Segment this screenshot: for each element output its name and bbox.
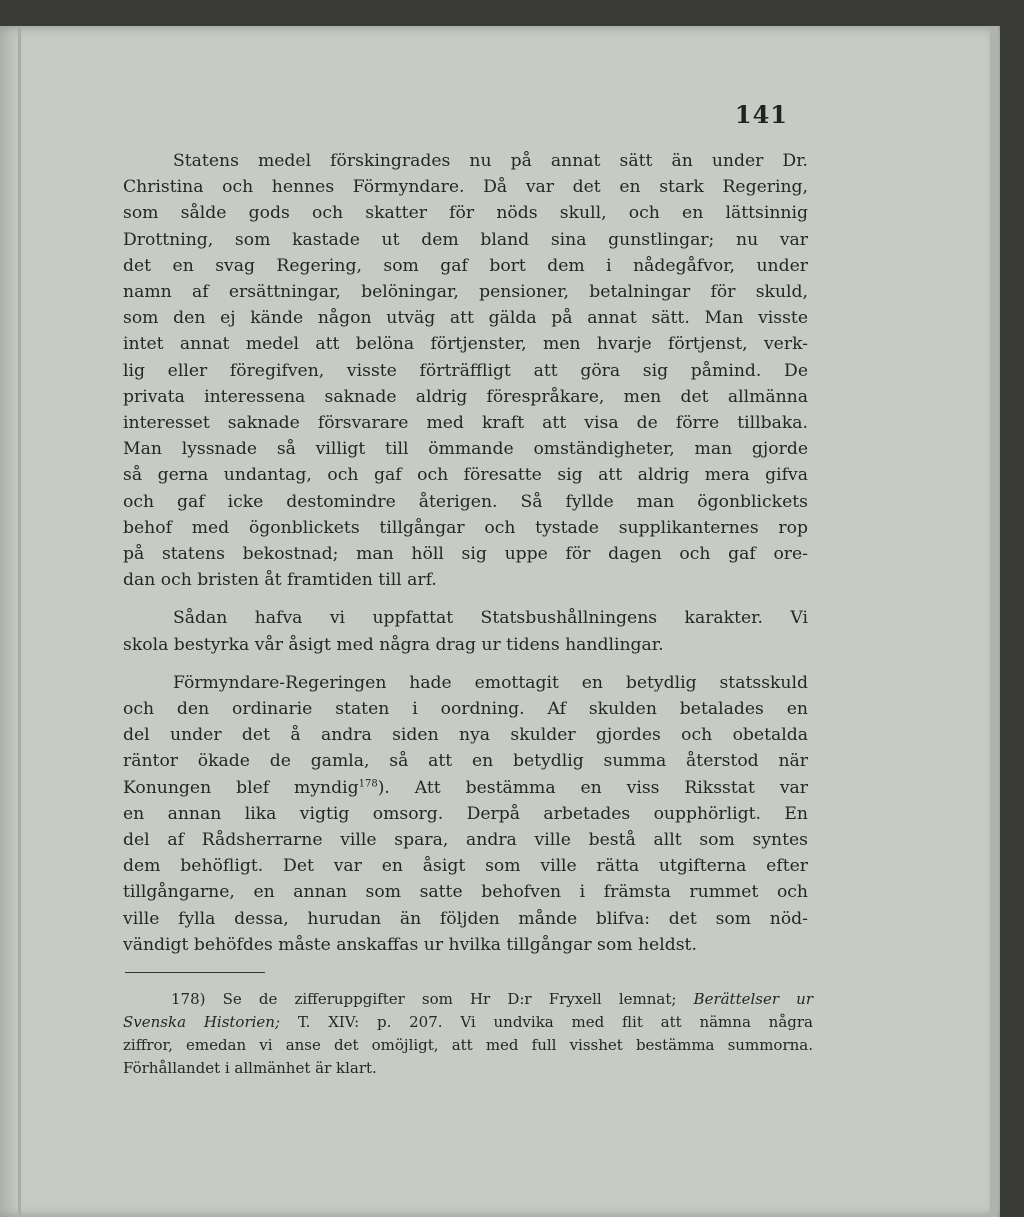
footnote-separator (125, 972, 265, 973)
text-line: del af Rådsherrarne ville spara, andra ville bestå allt som syntes (123, 830, 808, 851)
text-fragment: Konungen blef myndig (123, 777, 359, 798)
footnote-line (123, 988, 813, 1011)
text-line: privata interessena saknade aldrig förespråkare, men det allmänna (123, 386, 808, 407)
text-line: som sålde gods och skatter för nöds skull, och en lättsinnig (123, 203, 808, 224)
main-text (123, 148, 808, 958)
text-line: och den ordinarie staten i oordning. Af skulden betalades en (123, 699, 808, 720)
text-line: det en svag Regering, som gaf bort dem i nådegåfvor, under (123, 255, 808, 276)
text-line (123, 775, 808, 801)
text-line: vändigt behöfdes måste anskaffas ur hvilka tillgångar som heldst. (123, 934, 697, 955)
footnote-text: 178) Se de zifferuppgifter som Hr D:r Fryxell lemnat; (171, 990, 677, 1008)
footnote-line: ziffror, emedan vi anse det omöjligt, att med full visshet bestämma summorna. (123, 1036, 813, 1054)
text-line: Drottning, som kastade ut dem bland sina gunstlingar; nu var (123, 229, 808, 250)
text-line: Christina och hennes Förmyndare. Då var det en stark Regering, (123, 177, 808, 198)
footnote-line: Förhållandet i allmänhet är klart. (123, 1059, 377, 1077)
text-line: skola bestyrka vår åsigt med några drag ur tidens handlingar. (123, 634, 664, 655)
footnote-text: T. XIV: p. 207. Vi undvika med flit att nämna några (297, 1013, 814, 1031)
text-line: Förmyndare-Regeringen hade emottagit en betydlig statsskuld (173, 672, 808, 693)
text-line: och gaf icke destomindre återigen. Så fyllde man ögonblickets (123, 491, 808, 512)
text-line: tillgångarne, en annan som satte behofven i främsta rummet och (123, 882, 808, 903)
paragraph-3 (123, 670, 808, 958)
text-line: interesset saknade försvarare med kraft att visa de förre tillbaka. (123, 413, 808, 434)
text-line: Man lyssnade så villigt till ömmande omständigheter, man gjorde (123, 439, 808, 460)
text-line: räntor ökade de gamla, så att en betydlig summa återstod när (123, 751, 808, 772)
text-line: behof med ögonblickets tillgångar och tystade supplikanternes rop (123, 517, 808, 538)
text-line: så gerna undantag, och gaf och föresatte sig att aldrig mera gifva (123, 465, 808, 486)
binding-edge (18, 26, 21, 1217)
text-line: Statens medel förskingrades nu på annat sätt än under Dr. (173, 151, 808, 171)
footnote-line (123, 1011, 813, 1034)
text-line: del under det å andra siden nya skulder gjordes och obetalda (123, 725, 808, 746)
text-fragment: ). Att bestämma en viss Riksstat var (377, 777, 808, 798)
page-number: 141 (734, 100, 788, 129)
text-line: dan och bristen åt framtiden till arf. (123, 570, 437, 591)
text-line: Sådan hafva vi uppfattat Statsbushållningens karakter. Vi (173, 608, 808, 629)
text-line: lig eller föregifven, visste förträffligt att göra sig påmind. De (123, 360, 808, 381)
paragraph-2 (123, 605, 808, 657)
page-edge (990, 26, 998, 1217)
footnote-title: Berättelser ur (693, 990, 813, 1008)
text-line: på statens bekostnad; man höll sig uppe för dagen och gaf ore- (123, 544, 808, 565)
text-line: dem behöfligt. Det var en åsigt som ville rätta utgifterna efter (123, 856, 808, 877)
text-line: ville fylla dessa, hurudan än följden månde blifva: det som nöd- (123, 908, 808, 929)
footnote-reference[interactable]: 178 (358, 777, 378, 789)
text-line: intet annat medel att belöna förtjenster, men hvarje förtjenst, verk- (123, 334, 808, 355)
text-line: som den ej kände någon utväg att gälda på annat sätt. Man visste (123, 308, 808, 329)
footnote-178 (123, 988, 813, 1080)
text-line: namn af ersättningar, belöningar, pensioner, betalningar för skuld, (123, 282, 808, 303)
footnote-title: Svenska Historien; (123, 1013, 281, 1031)
paragraph-1 (123, 148, 808, 593)
text-line: en annan lika vigtig omsorg. Derpå arbetades oupphörligt. En (123, 803, 808, 824)
